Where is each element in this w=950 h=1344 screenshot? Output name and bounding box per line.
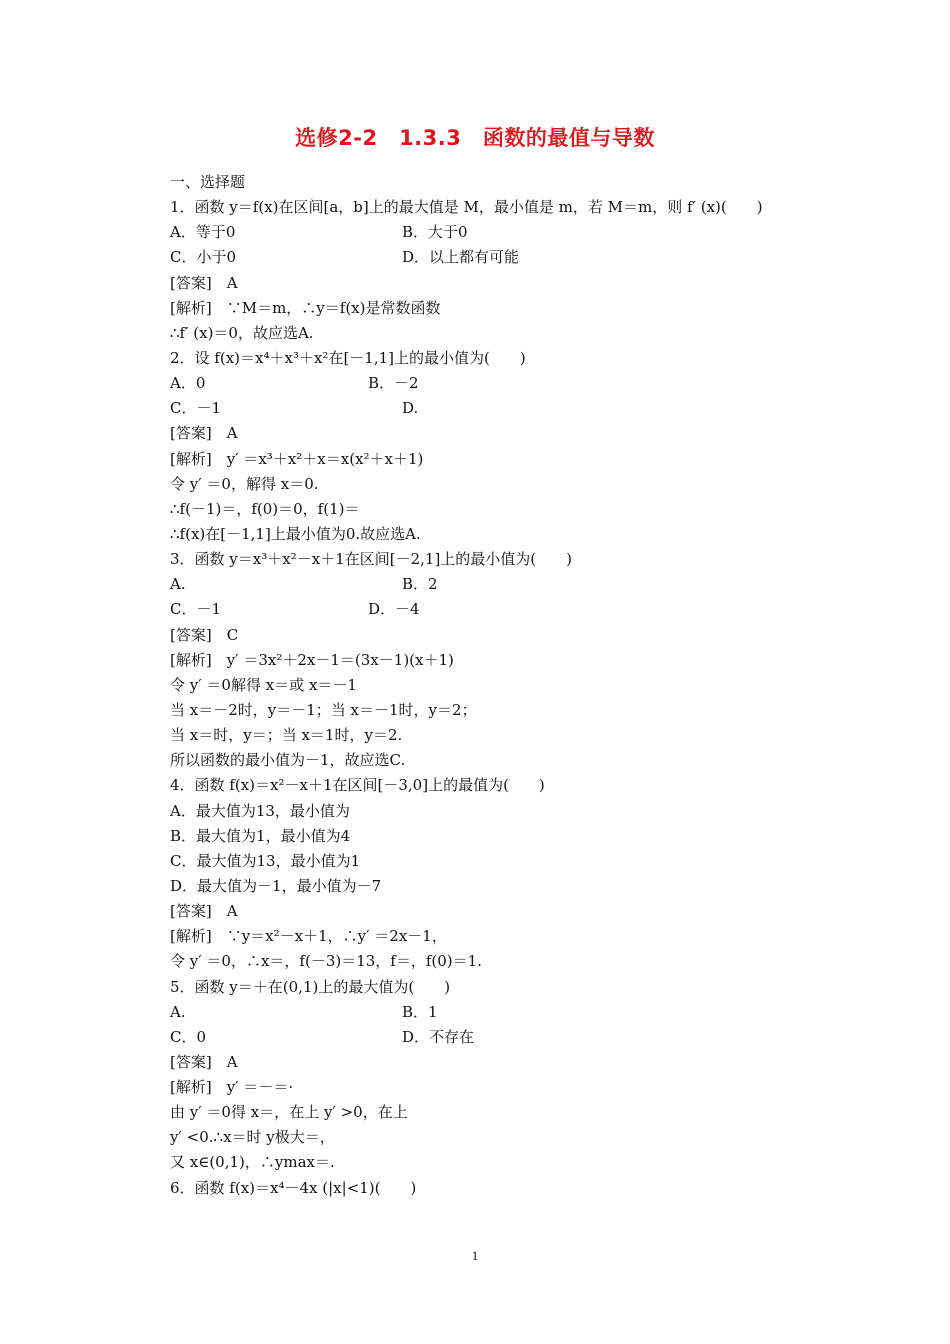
options-row [170, 371, 830, 396]
options-row [170, 572, 830, 597]
answer-line: [答案] A [170, 1052, 238, 1071]
question-6: 6．函数 f(x)＝x⁴－4x (|x|<1)( ) [170, 1178, 417, 1197]
option-a: A. [170, 575, 186, 594]
answer-line: [答案] A [170, 273, 238, 292]
analysis-line: [解析] y′ ＝3x²＋2x－1＝(3x－1)(x＋1) [170, 650, 454, 669]
option-c: C．－1 [170, 399, 222, 418]
section-heading: 一、选择题 [170, 173, 246, 191]
analysis-line: 令 y′ ＝0，∴x＝，f(－3)＝13，f＝，f(0)＝1. [170, 952, 482, 971]
option-c: C．－1 [170, 600, 222, 619]
option-b: B．2 [402, 575, 438, 594]
question-3: 3．函数 y＝x³＋x²－x＋1在区间[－2,1]上的最小值为( ) [170, 550, 572, 569]
analysis-line: [解析] ∵y＝x²－x＋1，∴y′ ＝2x－1， [170, 927, 447, 946]
analysis-line: 当 x＝时，y＝；当 x＝1时，y＝2. [170, 726, 403, 745]
options-row [170, 245, 830, 270]
option-a: A．0 [170, 374, 206, 393]
question-1: 1．函数 y＝f(x)在区间[a，b]上的最大值是 M，最小值是 m，若 M＝m，则 f′ (x)( ) [170, 198, 763, 217]
option-b: B．大于0 [402, 223, 468, 242]
analysis-line: 由 y′ ＝0得 x＝，在上 y′ >0，在上 [170, 1103, 408, 1122]
analysis-line: 又 x∈(0,1)，∴ymax＝. [170, 1153, 335, 1172]
option-c: C．最大值为13，最小值为1 [170, 851, 361, 870]
analysis-line: ∴f(x)在[－1,1]上最小值为0.故应选A. [170, 524, 421, 543]
answer-line: [答案] A [170, 902, 238, 921]
question-2: 2．设 f(x)＝x⁴＋x³＋x²在[－1,1]上的最小值为( ) [170, 348, 526, 367]
option-d: D．最大值为－1，最小值为－7 [170, 876, 382, 895]
question-4: 4．函数 f(x)＝x²－x＋1在区间[－3,0]上的最值为( ) [170, 776, 545, 795]
analysis-line: 所以函数的最小值为－1，故应选C. [170, 751, 406, 770]
option-a: A. [170, 1002, 186, 1021]
analysis-line: [解析] y′ ＝－＝· [170, 1078, 294, 1097]
analysis-line: ∴f(－1)＝，f(0)＝0，f(1)＝ [170, 499, 360, 518]
analysis-line: 令 y′ ＝0解得 x＝或 x＝－1 [170, 675, 357, 694]
option-c: C．0 [170, 1027, 207, 1046]
options-row [170, 597, 830, 622]
option-d: D. [402, 399, 419, 418]
answer-line: [答案] A [170, 424, 238, 443]
options-row [170, 1000, 830, 1025]
option-c: C．小于0 [170, 248, 237, 267]
analysis-line: [解析] y′ ＝x³＋x²＋x＝x(x²＋x＋1) [170, 449, 424, 468]
question-5: 5．函数 y＝＋在(0,1)上的最大值为( ) [170, 977, 451, 996]
analysis-line: 当 x＝－2时，y＝－1；当 x＝－1时，y＝2； [170, 700, 477, 719]
options-row [170, 396, 830, 421]
analysis-line: 令 y′ ＝0，解得 x＝0. [170, 474, 319, 493]
answer-line: [答案] C [170, 625, 239, 644]
option-d: D．以上都有可能 [402, 248, 520, 267]
option-b: B．－2 [368, 374, 419, 393]
option-a: A．等于0 [170, 223, 236, 242]
option-b: B．1 [402, 1002, 438, 1021]
option-a: A．最大值为13，最小值为 [170, 801, 350, 820]
option-d: D．不存在 [402, 1027, 475, 1046]
option-b: B．最大值为1，最小值为4 [170, 826, 351, 845]
document-body [170, 170, 830, 1201]
option-d: D．－4 [368, 600, 420, 619]
options-row [170, 220, 830, 245]
analysis-line: y′ <0.∴x＝时 y极大＝， [170, 1128, 335, 1147]
page-number: 1 [471, 1248, 479, 1263]
analysis-line: ∴f′ (x)＝0，故应选A. [170, 323, 314, 342]
page-title: 选修2-2 1.3.3 函数的最值与导数 [295, 126, 655, 150]
options-row [170, 1025, 830, 1050]
analysis-line: [解析] ∵M＝m，∴y＝f(x)是常数函数 [170, 298, 441, 317]
